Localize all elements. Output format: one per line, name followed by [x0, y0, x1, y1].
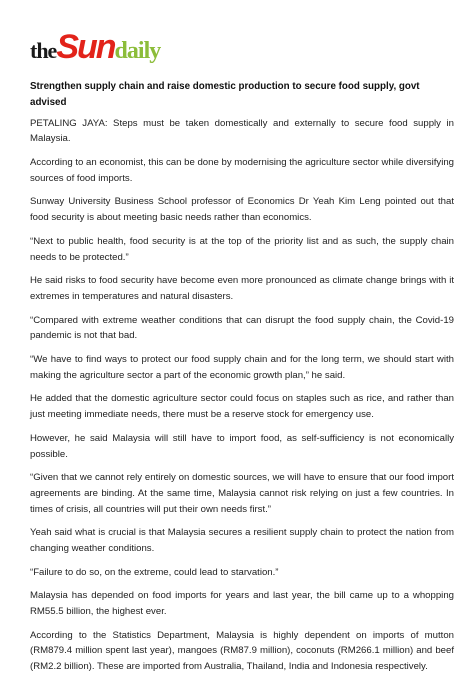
- article-paragraph: According to the Statistics Department, Malaysia is highly dependent on imports of mutton (RM879.4 million spent last year), mangoes (RM87.9 million), coconuts (RM266.1 million) and beef (RM2.2 billion). These are imported from Australia, Thailand, India and Indonesia respectively.: [30, 629, 454, 673]
- logo-the: the: [30, 38, 57, 63]
- article-paragraph: He added that the domestic agriculture sector could focus on staples such as rice, and rather than just meeting immediate needs, there must be a reserve stock for emergency use.: [30, 393, 454, 421]
- logo-sun: Sun: [56, 28, 115, 66]
- article-paragraph: According to an economist, this can be done by modernising the agriculture sector while diversifying sources of food imports.: [30, 156, 454, 184]
- article-paragraph: He said risks to food security have become even more pronounced as climate change brings with it extremes in temperatures and natural disasters.: [30, 275, 454, 302]
- article-paragraph: “We have to find ways to protect our food supply chain and for the long term, we should start with making the agriculture sector a part of the economic growth plan,” he said.: [30, 353, 454, 381]
- article-paragraph: Sunway University Business School professor of Economics Dr Yeah Kim Leng pointed out that food security is about meeting basic needs rather than economics.: [30, 196, 454, 224]
- article-paragraph: “Given that we cannot rely entirely on domestic sources, we will have to ensure that our food import agreements are binding. At the same time, Malaysia cannot risk relying on just a few countries. In times of crisis, all countries will put their own needs first.”: [30, 472, 454, 515]
- thesundaily-logo: [30, 30, 160, 64]
- article-paragraph: “Compared with extreme weather conditions that can disrupt the food supply chain, the Covid-19 pandemic is not that bad.: [30, 314, 454, 342]
- article-paragraph: “Next to public health, food security is at the top of the priority list and as such, the supply chain needs to be protected.”: [30, 235, 454, 263]
- article-paragraph: “Failure to do so, on the extreme, could lead to starvation.”: [30, 566, 279, 578]
- logo-daily: daily: [114, 38, 161, 64]
- article-paragraph: Yeah said what is crucial is that Malaysia secures a resilient supply chain to protect the nation from changing weather conditions.: [30, 527, 454, 555]
- article-headline: Strengthen supply chain and raise domestic production to secure food supply, govt advised: [30, 81, 420, 108]
- article-paragraph: PETALING JAYA: Steps must be taken domestically and externally to secure food supply in Malaysia.: [30, 117, 454, 145]
- article-paragraph: However, he said Malaysia will still have to import food, as self-sufficiency is not economically possible.: [30, 432, 454, 460]
- article-paragraph: Malaysia has depended on food imports for years and last year, the bill came up to a whopping RM55.5 billion, the highest ever.: [30, 590, 454, 618]
- article-body: [30, 79, 454, 683]
